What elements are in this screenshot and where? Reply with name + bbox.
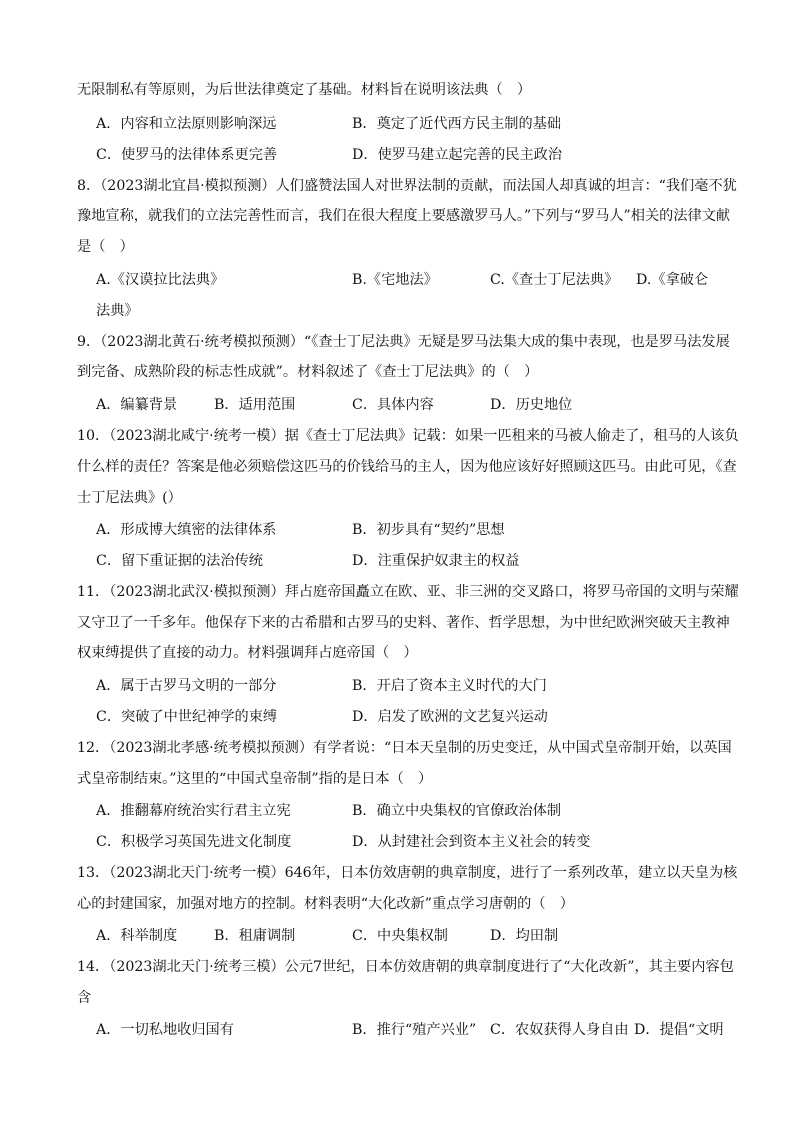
q11-option-d[interactable]: D．启发了欧洲的文艺复兴运动 [352,709,548,725]
q12-stem-line-1: 12．（2023湖北孝感·统考模拟预测）有学者说：“日本天皇制的历史变迁，从中国式皇帝制开始，以英国 [77,740,732,756]
q7-option-d[interactable]: D．使罗马建立起完善的民主政治 [352,147,563,163]
q14-stem-line-2: 含 [77,990,92,1006]
q10-stem-line-1: 10．（2023湖北咸宁·统考一模）据《查士丁尼法典》记载：如果一匹租来的马被人偷走了，租马的人该负 [77,428,739,444]
q12-option-d[interactable]: D．从封建社会到资本主义社会的转变 [352,834,591,850]
q9-option-b[interactable]: B．适用范围 [214,397,296,413]
q12-option-b[interactable]: B．确立中央集权的官僚政治体制 [352,803,562,819]
q14-option-c[interactable]: C．农奴获得人身自由 [490,1022,629,1038]
q9-stem-line-1: 9．（2023湖北黄石·统考模拟预测）“《查士丁尼法典》无疑是罗马法集大成的集中表现，也是罗马法发展 [77,334,730,350]
q8-option-d[interactable]: D.《拿破仑 [636,272,709,288]
q9-option-d[interactable]: D．历史地位 [490,397,573,413]
q10-option-c[interactable]: C．留下重证据的法治传统 [96,553,263,569]
q11-option-b[interactable]: B．开启了资本主义时代的大门 [352,678,547,694]
q8-stem-line-2: 豫地宣称，就我们的立法完善性而言，我们在很大程度上要感激罗马人。”下列与“罗马人”相关的法律文献 [77,208,731,224]
q10-stem-line-2: 什么样的责任？答案是他必须赔偿这匹马的价钱给马的主人，因为他应该好好照顾这匹马。由此可见，《查 [77,459,737,475]
q7-option-b[interactable]: B．奠定了近代西方民主制的基础 [352,116,562,132]
q13-option-b[interactable]: B．租庸调制 [214,928,296,944]
q8-stem-line-1: 8．（2023湖北宜昌·模拟预测）人们盛赞法国人对世界法制的贡献，而法国人却真诚的坦言：“我们毫不犹 [77,178,737,194]
q11-stem-line-2: 又守卫了一千多年。他保存下来的古希腊和古罗马的史料、著作、哲学思想，为中世纪欧洲突破天主教神 [77,615,730,631]
q9-stem-line-2: 到完备、成熟阶段的标志性成就”。材料叙述了《查士丁尼法典》的（ ） [77,364,539,380]
q14-option-a[interactable]: A．一切私地收归国有 [96,1022,234,1038]
q13-option-a[interactable]: A．科举制度 [96,928,178,944]
q11-stem-line-1: 11．（2023湖北武汉·模拟预测）拜占庭帝国矗立在欧、亚、非三洲的交叉路口，将罗马帝国的文明与荣耀 [77,584,739,600]
q11-stem-line-3: 权束缚提供了直接的动力。材料强调拜占庭帝国（ ） [77,645,418,661]
q12-option-c[interactable]: C．积极学习英国先进文化制度 [96,834,292,850]
q10-option-d[interactable]: D．注重保护奴隶主的权益 [352,553,520,569]
q8-option-a[interactable]: A.《汉谟拉比法典》 [96,272,225,288]
q14-option-d[interactable]: D．提倡“文明 [634,1022,724,1038]
q7-option-c[interactable]: C．使罗马的法律体系更完善 [96,147,278,163]
q7-option-a[interactable]: A．内容和立法原则影响深远 [96,116,277,132]
q12-stem-line-2: 式皇帝制结束。”这里的“中国式皇帝制”指的是日本（ ） [77,771,433,787]
q13-option-c[interactable]: C．中央集权制 [352,928,448,944]
q8-option-b[interactable]: B.《宅地法》 [352,272,438,288]
q12-option-a[interactable]: A．推翻幕府统治实行君主立宪 [96,803,291,819]
q14-option-b[interactable]: B．推行“殖产兴业” [352,1022,477,1038]
q11-option-c[interactable]: C．突破了中世纪神学的束缚 [96,709,278,725]
q7-text-line: 无限制私有等原则，为后世法律奠定了基础。材料旨在说明该法典（ ） [77,82,532,98]
q13-stem-line-2: 心的封建国家，加强对地方的控制。材料表明“大化改新”重点学习唐朝的（ ） [77,896,574,912]
q10-option-a[interactable]: A．形成博大缜密的法律体系 [96,522,277,538]
q9-option-c[interactable]: C．具体内容 [352,397,434,413]
q9-option-a[interactable]: A．编纂背景 [96,397,178,413]
q13-option-d[interactable]: D．均田制 [490,928,559,944]
q11-option-a[interactable]: A．属于古罗马文明的一部分 [96,678,277,694]
q8-option-d-wrap: 法典》 [96,303,139,319]
q8-option-c[interactable]: C.《查士丁尼法典》 [490,272,619,288]
q8-stem-line-3: 是（ ） [77,239,134,255]
q10-option-b[interactable]: B．初步具有“契约”思想 [352,522,505,538]
q13-stem-line-1: 13．（2023湖北天门·统考一模）646年，日本仿效唐朝的典章制度，进行了一系列改革，建立以天皇为核 [77,865,738,881]
q10-stem-line-3: 士丁尼法典》(） [77,490,182,506]
q14-stem-line-1: 14．（2023湖北天门·统考三模）公元7世纪，日本仿效唐朝的典章制度进行了“大化改新”，其主要内容包 [77,959,734,975]
